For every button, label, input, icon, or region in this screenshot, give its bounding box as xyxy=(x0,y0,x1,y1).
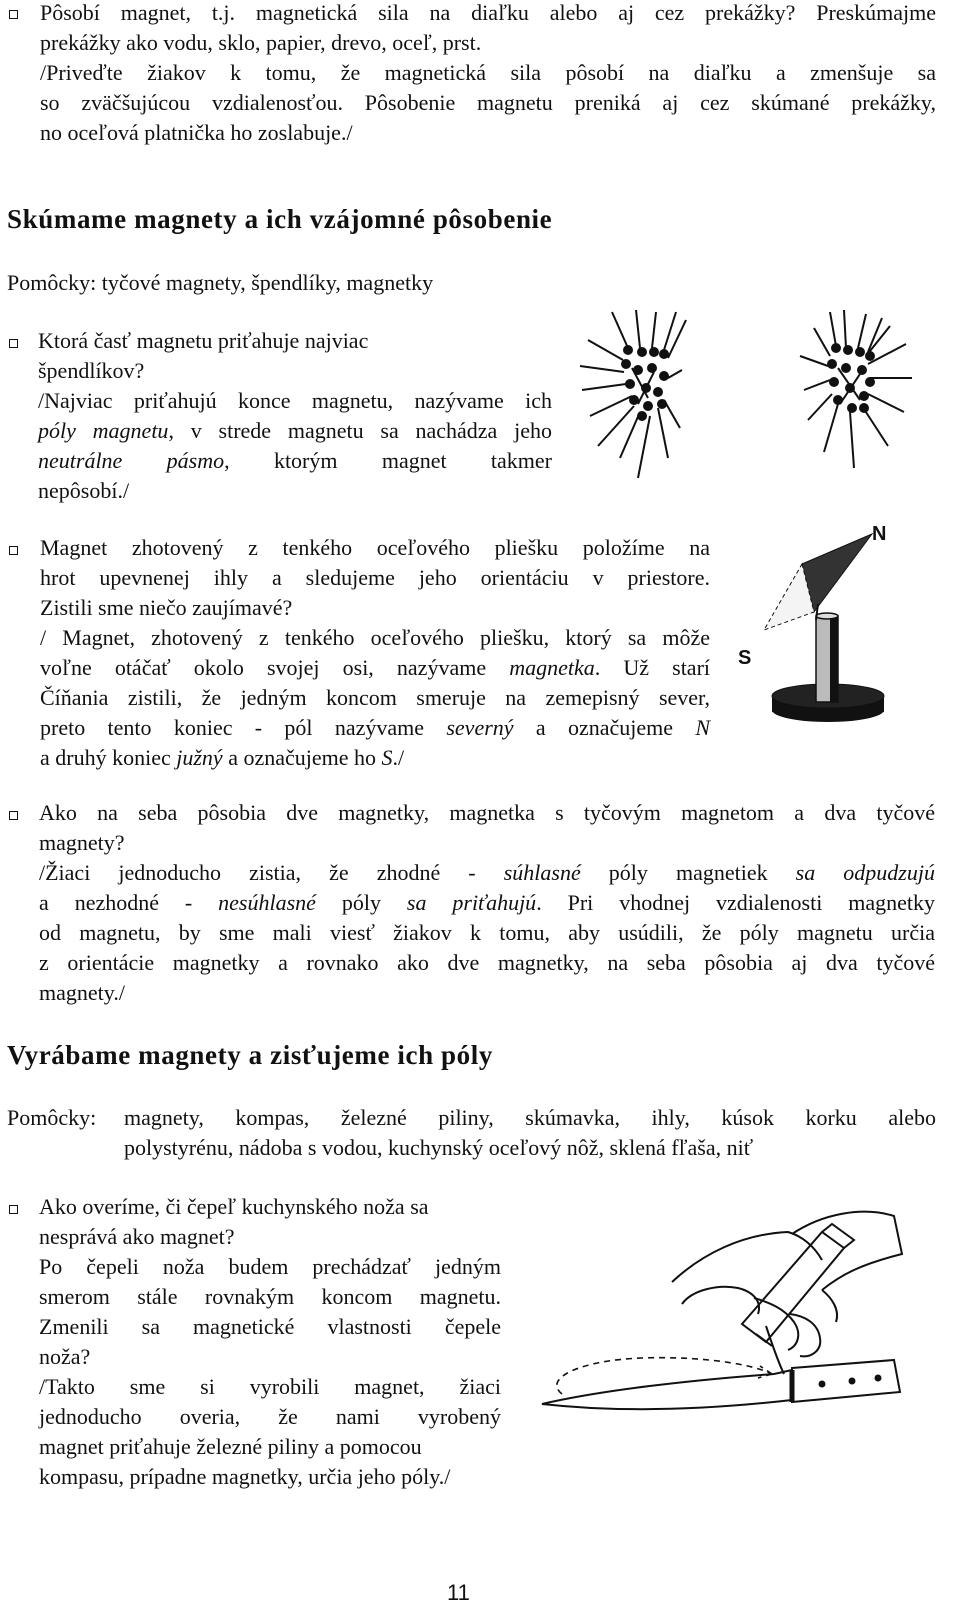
magnetic-needle-illustration xyxy=(734,520,934,750)
italic-term: sa priťahujú xyxy=(406,890,537,915)
italic-term: nesúhlasné xyxy=(218,890,316,915)
page-number: 11 xyxy=(447,1580,470,1605)
text-span: , v strede magnetu sa nachádza jeho xyxy=(168,418,552,443)
text-span: póly xyxy=(315,890,407,915)
text-line: Po čepeli noža budem prechádzať jedným xyxy=(39,1254,501,1279)
question-knife-magnet xyxy=(39,1192,501,1492)
intro-line: /Priveďte žiakov k tomu, že magnetická sila pôsobí na diaľku a zmenšuje sa xyxy=(40,60,936,85)
text-line: nesprává ako magnet? xyxy=(39,1224,235,1249)
text-line: polystyrénu, nádoba s vodou, kuchynský oceľový nôž, sklená fľaša, niť xyxy=(124,1135,754,1160)
tools-line: Pomôcky: tyčové magnety, špendlíky, magnetky xyxy=(7,270,434,295)
text-line: / Magnet, zhotovený z tenkého oceľového pliešku, ktorý sa môže xyxy=(40,625,710,650)
pin-cluster-left xyxy=(580,310,686,478)
stand-rod-top xyxy=(816,613,838,619)
tools-label: Pomôcky: xyxy=(7,1105,97,1130)
checkbox-bullet xyxy=(9,10,18,19)
text-line: jednoducho overia, že nami vyrobený xyxy=(39,1404,501,1429)
text-span: póly magnetiek xyxy=(580,860,796,885)
checkbox-bullet xyxy=(9,546,18,555)
italic-term: sa odpudzujú xyxy=(795,860,935,885)
text-line xyxy=(39,858,935,888)
text-line xyxy=(38,416,552,446)
italic-term: póly magnetu xyxy=(38,418,169,443)
text-line: Magnet zhotovený z tenkého oceľového pliešku položíme na xyxy=(40,535,710,560)
text-line: magnet priťahuje železné piliny a pomocou xyxy=(39,1434,422,1459)
text-line: magnety, kompas, železné piliny, skúmavka, ihly, kúsok korku alebo xyxy=(124,1105,936,1130)
text-span: ./ xyxy=(392,745,405,770)
text-line: kompasu, prípadne magnetky, určia jeho póly./ xyxy=(39,1464,451,1489)
italic-term: magnetka xyxy=(509,655,595,680)
section-heading: Vyrábame magnety a zisťujeme ich póly xyxy=(7,1040,493,1070)
text-line: Zmenili sa magnetické vlastnosti čepele xyxy=(39,1314,501,1339)
text-span: , ktorým magnet takmer xyxy=(224,448,553,473)
text-line: noža? xyxy=(39,1344,91,1369)
text-line: Ktorá časť magnetu priťahuje najviac xyxy=(38,328,369,353)
checkbox-bullet xyxy=(9,339,18,348)
italic-term: S xyxy=(381,745,393,770)
text-line xyxy=(40,713,710,743)
stand-rod-shadow xyxy=(830,616,838,702)
text-span: preto tento koniec - pól nazývame xyxy=(40,715,447,740)
text-line xyxy=(38,446,552,476)
tools-list xyxy=(124,1103,936,1163)
text-line: magnety? xyxy=(39,830,125,855)
text-span: . Pri vhodnej vzdialenosti magnetky xyxy=(536,890,935,915)
question-pins xyxy=(38,326,552,506)
intro-line: no oceľová platnička ho zoslabuje./ xyxy=(40,120,353,145)
text-line: Číňania zistili, že jedným koncom smeruje na zemepisný sever, xyxy=(40,685,710,710)
kitchen-knife xyxy=(542,1360,900,1409)
label-north: N xyxy=(872,523,887,545)
knife-magnet-illustration xyxy=(522,1194,920,1434)
text-line: Zistili sme niečo zaujímavé? xyxy=(40,595,293,620)
intro-line: Pôsobí magnet, t.j. magnetická sila na diaľku alebo aj cez prekážky? Preskúmajme xyxy=(40,0,936,25)
text-span: voľne otáčať okolo svojej osi, nazývame xyxy=(40,655,510,680)
text-span: /Žiaci jednoducho zistia, že zhodné - xyxy=(39,860,504,885)
text-line: špendlíkov? xyxy=(38,358,145,383)
needle-north-half xyxy=(802,534,872,612)
label-south: S xyxy=(738,647,752,669)
text-span: a označujeme ho xyxy=(222,745,382,770)
magnet-pins-illustration xyxy=(568,308,934,488)
text-line: hrot upevnenej ihly a sledujeme jeho orientáciu v priestore. xyxy=(40,565,710,590)
checkbox-bullet xyxy=(9,811,18,820)
text-line: /Najviac priťahujú konce magnetu, nazývame ich xyxy=(38,388,552,413)
text-line: od magnetu, by sme mali viesť žiakov k tomu, aby usúdili, že póly magnetu určia xyxy=(39,920,935,945)
italic-term: neutrálne pásmo xyxy=(38,448,225,473)
text-line: nepôsobí./ xyxy=(38,478,130,503)
text-line: Ako overíme, či čepeľ kuchynského noža sa xyxy=(39,1194,429,1219)
intro-line: prekážky ako vodu, sklo, papier, drevo, oceľ, prst. xyxy=(40,30,482,55)
text-line: Ako na seba pôsobia dve magnetky, magnetka s tyčovým magnetom a dva tyčové xyxy=(39,800,935,825)
text-span: a označujeme xyxy=(513,715,696,740)
text-line: smerom stále rovnakým koncom magnetu. xyxy=(39,1284,501,1309)
intro-paragraph xyxy=(40,0,936,148)
text-line: magnety./ xyxy=(39,980,125,1005)
text-span: a nezhodné - xyxy=(39,890,219,915)
italic-term: južný xyxy=(176,745,223,770)
italic-term: N xyxy=(695,715,711,740)
text-line xyxy=(40,743,710,773)
text-line xyxy=(40,653,710,683)
question-compass-needle xyxy=(40,533,710,773)
pin-cluster-right xyxy=(800,310,912,468)
italic-term: súhlasné xyxy=(503,860,581,885)
checkbox-bullet xyxy=(9,1205,18,1214)
intro-line: so zväčšujúcou vzdialenosťou. Pôsobenie magnetu preniká aj cez skúmané prekážky, xyxy=(40,90,936,115)
text-span: . Už starí xyxy=(594,655,711,680)
text-line xyxy=(39,888,935,918)
italic-term: severný xyxy=(446,715,514,740)
text-line: /Takto sme si vyrobili magnet, žiaci xyxy=(39,1374,501,1399)
hand-drawing xyxy=(672,1212,902,1374)
question-magnet-interaction xyxy=(39,798,935,1008)
text-line: z orientácie magnetky a rovnako ako dve magnetky, na seba pôsobia aj dva tyčové xyxy=(39,950,935,975)
text-span: a druhý koniec xyxy=(40,745,177,770)
section-heading: Skúmame magnety a ich vzájomné pôsobenie xyxy=(7,204,553,234)
